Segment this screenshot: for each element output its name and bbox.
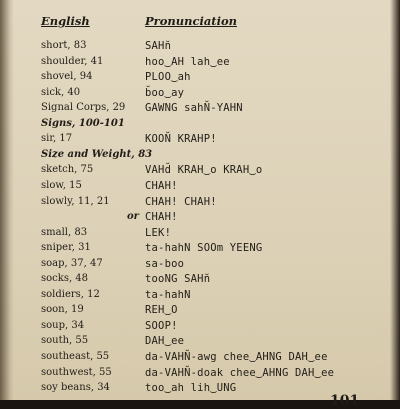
english-term: short, 83 <box>41 40 87 51</box>
pronunciation-text: GAWNG sahN̆-YAHN <box>145 102 243 115</box>
pronunciation-text: ta-hahN SOOm YEENG <box>145 242 263 255</box>
pronunciation-text: hoo‿AH lah‿ee <box>145 55 230 68</box>
pronunciation-text: ta-hahN <box>145 288 191 301</box>
english-term: small, 83 <box>41 226 88 238</box>
pronunciation-text: DAH‿ee <box>145 335 185 348</box>
english-term: sir, 17 <box>41 133 73 145</box>
english-term: sick, 40 <box>41 86 81 98</box>
pronunciation-text: CHAH! CHAH! <box>145 195 217 208</box>
pronunciation-text: da-VAHN̆-doak chee‿AHNG DAH‿ee <box>145 366 335 379</box>
english-term: slow, 15 <box>41 179 82 191</box>
page-edge <box>390 0 400 400</box>
english-term: southeast, 55 <box>41 351 110 362</box>
english-term: sketch, 75 <box>41 164 94 176</box>
english-term: shoulder, 41 <box>41 55 104 67</box>
pronunciation-text: tooNG SAHn̆ <box>145 273 211 286</box>
english-term: soap, 37, 47 <box>41 257 103 269</box>
english-term: shovel, 94 <box>41 71 93 83</box>
pronunciation-text: VAHd̆ KRAH‿o KRAH‿o <box>145 164 263 177</box>
pronunciation-text: da-VAHN̆-awg chee‿AHNG DAH‿ee <box>145 351 328 363</box>
pronunciation-text: b̆oo‿ay <box>145 86 185 99</box>
pronunciation-text: LEK! <box>145 226 172 239</box>
pronunciation-text: KOON̆ KRAHP! <box>145 133 217 146</box>
header-pronunciation: Pronunciation <box>145 14 237 28</box>
page-number: 101 <box>330 393 360 409</box>
pronunciation-text: too‿ah lih‿UNG <box>145 382 237 395</box>
english-term: southwest, 55 <box>41 366 112 378</box>
pronunciation-text: PLOO‿ah <box>145 71 191 84</box>
section-title: Size and Weight, 83 <box>41 148 153 160</box>
english-term: Signal Corps, 29 <box>41 102 126 114</box>
english-term: soy beans, 34 <box>41 382 110 394</box>
pronunciation-text: REH‿O <box>145 304 178 317</box>
english-term: south, 55 <box>41 335 89 347</box>
alternative-marker: or <box>127 211 139 223</box>
english-term: soup, 34 <box>41 319 85 331</box>
english-term: slowly, 11, 21 <box>41 195 110 207</box>
pronunciation-text: SOOP! <box>145 319 178 332</box>
header-english: English <box>41 14 90 28</box>
english-term: soldiers, 12 <box>41 288 100 300</box>
english-term: soon, 19 <box>41 304 84 316</box>
pronunciation-text: CHAH! <box>145 179 178 192</box>
section-title: Signs, 100-101 <box>41 117 125 129</box>
english-term: socks, 48 <box>41 273 89 285</box>
english-term: sniper, 31 <box>41 242 91 254</box>
pronunciation-text: CHAH! <box>145 211 178 224</box>
pronunciation-text: sa-boo <box>145 257 185 270</box>
pronunciation-text: SAHn̆ <box>145 40 172 52</box>
